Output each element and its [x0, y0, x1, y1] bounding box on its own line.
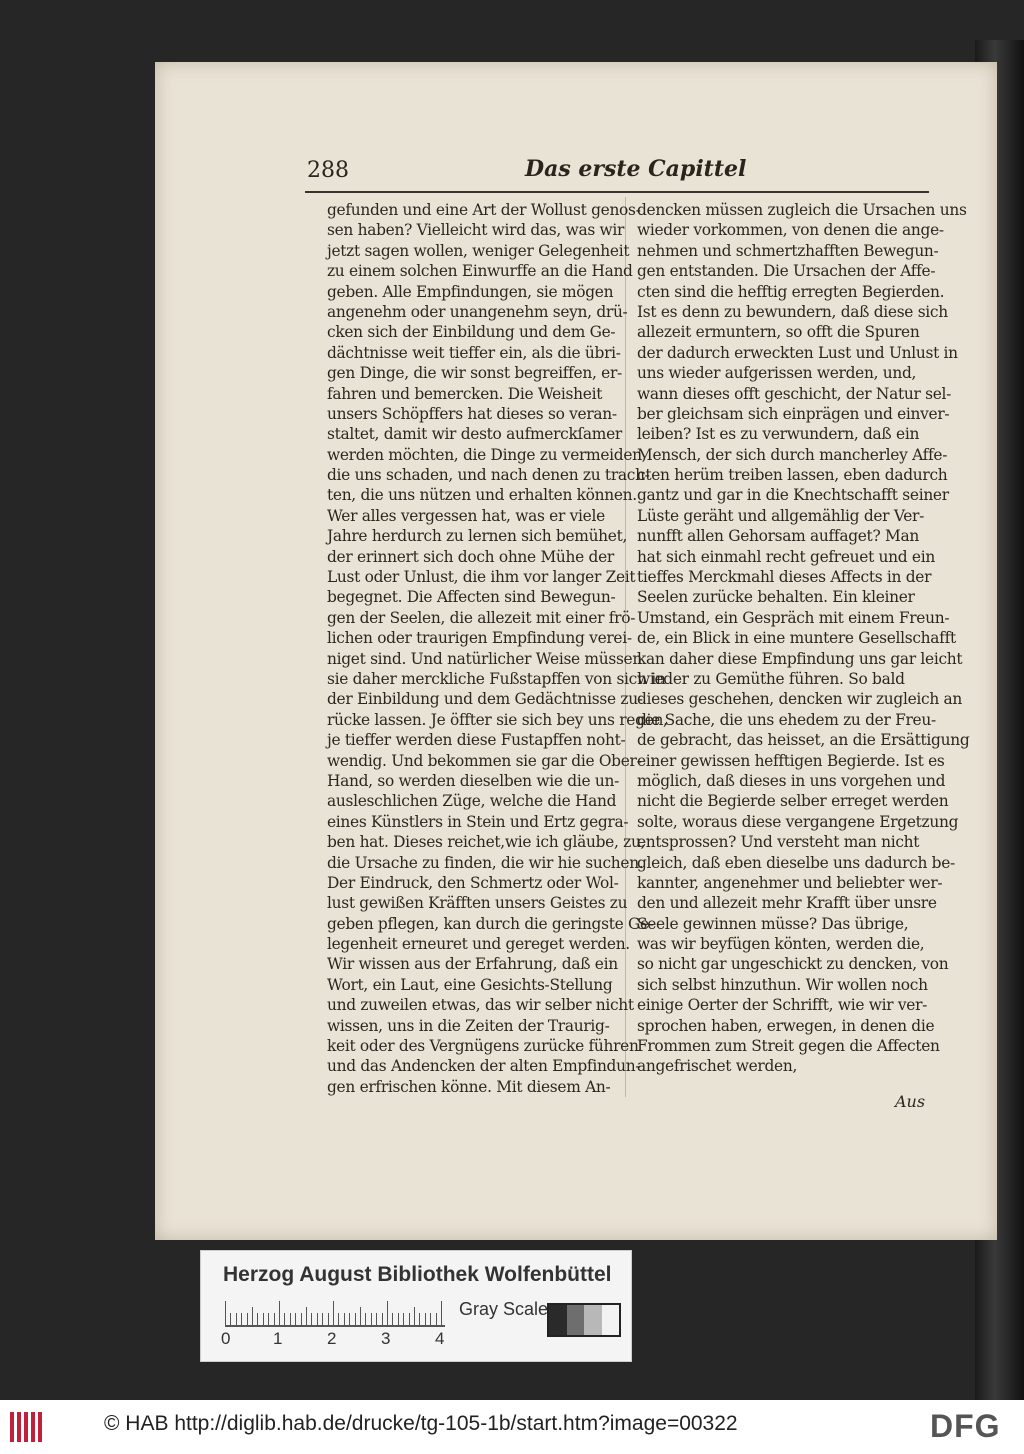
dfg-logo: DFG: [930, 1408, 1001, 1444]
text-line: die Sache, die uns ehedem zu der Freu-: [637, 710, 936, 729]
ruler-tick: [317, 1313, 318, 1325]
ruler-number: 2: [327, 1329, 337, 1348]
text-line: cten sind die hefftig erregten Begierden.: [637, 282, 945, 301]
text-line: uns wieder aufgerissen werden, und,: [637, 364, 917, 383]
text-line: der Einbildung und dem Gedächtnisse zu-: [327, 690, 643, 709]
ruler-tick: [306, 1307, 307, 1325]
text-line: de gebracht, das heisset, an die Ersättigung: [637, 731, 970, 750]
column-divider: [625, 197, 626, 1097]
logo-bar: [10, 1412, 14, 1442]
text-line: begegnet. Die Affecten sind Bewegun-: [327, 588, 616, 607]
ruler-tick: [268, 1313, 269, 1325]
text-line: gen entstanden. Die Ursachen der Affe-: [637, 262, 936, 281]
text-line: die Ursache zu finden, die wir hie suchen.: [327, 853, 644, 872]
right-column: [637, 200, 970, 1077]
text-line: Umstand, ein Gespräch mit einem Freun-: [637, 608, 950, 627]
text-line: wissen, uns in die Zeiten der Traurig-: [327, 1016, 610, 1035]
text-line: die uns schaden, und nach denen zu trach-: [327, 466, 650, 485]
ruler-tick: [338, 1313, 339, 1325]
text-line: geben. Alle Empfindungen, sie mögen: [327, 282, 614, 301]
ruler-number: 1: [273, 1329, 283, 1348]
text-line: Wer alles vergessen hat, was er viele: [327, 506, 605, 525]
ruler-number: 0: [221, 1329, 231, 1348]
gray-scale-label: Gray Scale: [459, 1299, 549, 1319]
text-line: allezeit ermuntern, so offt die Spuren: [637, 323, 920, 342]
logo-bar: [24, 1412, 28, 1442]
text-line: tieffes Merckmahl dieses Affects in der: [637, 568, 932, 587]
text-line: und das Andencken der alten Empfindun-: [327, 1057, 641, 1076]
text-line: Jahre herdurch zu lernen sich bemühet,: [327, 527, 628, 546]
text-line: sich selbst hinzuthun. Wir wollen noch: [637, 975, 928, 994]
text-line: cten herüm treiben lassen, eben dadurch: [637, 466, 948, 485]
text-line: lichen oder traurigen Empfindung verei-: [327, 629, 632, 648]
text-line: was wir beyfügen könten, werden die,: [637, 935, 925, 954]
text-line: leiben? Ist es zu verwundern, daß ein: [637, 425, 920, 444]
ruler-tick: [355, 1313, 356, 1325]
ruler-tick: [257, 1313, 258, 1325]
ruler-tick: [403, 1313, 404, 1325]
text-line: der erinnert sich doch ohne Mühe der: [327, 547, 614, 566]
text-line: nunfft allen Gehorsam auffaget? Man: [637, 527, 919, 546]
book-page: [155, 62, 997, 1240]
logo-bar: [38, 1412, 42, 1442]
text-line: zu einem solchen Einwurffe an die Hand: [327, 262, 633, 281]
ruler-tick: [301, 1313, 302, 1325]
running-head: Das erste Capittel: [525, 156, 747, 182]
text-line: ausleschlichen Züge, welche die Hand: [327, 792, 617, 811]
text-line: Seelen zurücke behalten. Ein kleiner: [637, 588, 915, 607]
gray-scale-swatch: [547, 1303, 621, 1337]
text-line: einige Oerter der Schrifft, wie wir ver-: [637, 996, 928, 1015]
text-line: geben pflegen, kan durch die geringste Ge-: [327, 914, 654, 933]
text-line: so nicht gar ungeschickt zu dencken, von: [637, 955, 949, 974]
ruler-tick: [328, 1313, 329, 1325]
gray-swatch: [584, 1305, 602, 1335]
library-label-card: [200, 1250, 632, 1362]
ruler-tick: [430, 1313, 431, 1325]
text-line: unsers Schöpffers hat dieses so veran-: [327, 404, 617, 423]
text-line: angefrischet werden,: [637, 1057, 798, 1076]
ruler-tick: [392, 1313, 393, 1325]
ruler-number: 4: [435, 1329, 445, 1348]
text-line: wendig. Und bekommen sie gar die Ober-: [327, 751, 642, 770]
text-line: Wir wissen aus der Erfahrung, daß ein: [327, 955, 618, 974]
text-line: Hand, so werden dieselben wie die un-: [327, 771, 619, 790]
text-line: dencken müssen zugleich die Ursachen uns: [637, 201, 967, 219]
text-line: staltet, damit wir desto aufmerckſamer: [327, 425, 622, 444]
text-line: keit oder des Vergnügens zurücke führen: [327, 1037, 639, 1056]
footer-bar: [0, 1400, 1024, 1454]
ruler-tick: [247, 1313, 248, 1325]
text-line: ten, die uns nützen und erhalten können.: [327, 486, 637, 505]
ruler-tick: [436, 1313, 437, 1325]
ruler-tick: [371, 1313, 372, 1325]
gray-swatch: [549, 1305, 567, 1335]
text-line: sie daher merckliche Fußstapffen von sich in: [327, 669, 666, 688]
text-line: der dadurch erweckten Lust und Unlust in: [637, 343, 958, 362]
text-line: wann dieses offt geschicht, der Natur sel-: [637, 384, 952, 403]
logo-bar: [17, 1412, 21, 1442]
text-line: werden möchten, die Dinge zu vermeiden,: [327, 445, 647, 464]
text-line: niget sind. Und natürlicher Weise müssen: [327, 649, 642, 668]
hab-logo-icon: [10, 1412, 44, 1442]
text-line: Seele gewinnen müsse? Das übrige,: [637, 914, 909, 933]
ruler-tick: [349, 1313, 350, 1325]
gray-swatch: [602, 1305, 620, 1335]
text-line: den und allezeit mehr Krafft über unsre: [637, 894, 937, 913]
text-line: gen erfrischen könne. Mit diesem An-: [327, 1077, 611, 1096]
ruler-tick: [387, 1301, 388, 1325]
text-line: Der Eindruck, den Schmertz oder Wol-: [327, 873, 619, 892]
text-line: kan daher diese Empfindung uns gar leicht: [637, 649, 963, 668]
text-line: cken sich der Einbildung und dem Ge-: [327, 323, 616, 342]
text-line: Ist es denn zu bewundern, daß diese sich: [637, 302, 948, 321]
ruler-tick: [295, 1313, 296, 1325]
text-line: legenheit erneuret und gereget werden.: [327, 935, 630, 954]
text-line: gefunden und eine Art der Wollust genos-: [327, 201, 641, 219]
text-line: ber gleichsam sich einprägen und einver-: [637, 404, 950, 423]
ruler-tick: [230, 1313, 231, 1325]
ruler-tick: [409, 1313, 410, 1325]
text-line: solte, woraus diese vergangene Ergetzung: [637, 812, 959, 831]
text-line: de, ein Blick in eine muntere Gesellschafft: [637, 629, 956, 648]
text-line: wieder vorkommen, von denen die ange-: [637, 221, 944, 240]
ruler-tick: [263, 1313, 264, 1325]
text-line: gen Dinge, die wir sonst begreiffen, er-: [327, 364, 622, 383]
text-line: wieder zu Gemüthe führen. So bald: [637, 669, 905, 688]
ruler-tick: [365, 1313, 366, 1325]
ruler-tick: [414, 1307, 415, 1325]
ruler-number: 3: [381, 1329, 391, 1348]
ruler-tick: [274, 1313, 275, 1325]
ruler-numbers: [221, 1329, 461, 1353]
text-line: Lüste geräht und allgemählig der Ver-: [637, 506, 924, 525]
ruler-tick: [441, 1301, 442, 1325]
text-line: nehmen und schmertzhafften Bewegun-: [637, 241, 939, 260]
text-line: jetzt sagen wollen, weniger Gelegenheit: [327, 241, 630, 260]
text-line: gantz und gar in die Knechtschafft seiner: [637, 486, 949, 505]
text-line: je tieffer werden diese Fustapffen noht-: [327, 731, 626, 750]
ruler-tick: [360, 1307, 361, 1325]
measurement-ruler: [225, 1299, 445, 1327]
text-line: rücke lassen. Je öffter sie sich bey uns regen,: [327, 710, 668, 729]
text-line: möglich, daß dieses in uns vorgehen und: [637, 771, 946, 790]
logo-bar: [31, 1412, 35, 1442]
text-line: Mensch, der sich durch mancherley Affe-: [637, 445, 948, 464]
text-line: Frommen zum Streit gegen die Affecten: [637, 1037, 940, 1056]
text-line: gen der Seelen, die allezeit mit einer frö-: [327, 608, 636, 627]
text-line: kannter, angenehmer und beliebter wer-: [637, 873, 943, 892]
ruler-tick: [382, 1313, 383, 1325]
library-name: Herzog August Bibliothek Wolfenbüttel: [223, 1263, 612, 1286]
header-rule: [305, 191, 929, 193]
ruler-tick: [311, 1313, 312, 1325]
gray-swatch: [567, 1305, 585, 1335]
text-line: Lust oder Unlust, die ihm vor langer Zeit: [327, 568, 636, 587]
text-line: gleich, daß eben dieselbe uns dadurch be-: [637, 853, 955, 872]
ruler-tick: [284, 1313, 285, 1325]
page-number: 288: [307, 158, 349, 183]
ruler-tick: [279, 1301, 280, 1325]
ruler-tick: [344, 1313, 345, 1325]
text-line: dieses geschehen, dencken wir zugleich an: [637, 690, 963, 709]
catchword: Aus: [895, 1092, 926, 1111]
ruler-tick: [333, 1301, 334, 1325]
text-line: ben hat. Dieses reichet,wie ich gläube, zu,: [327, 833, 646, 852]
text-line: Wort, ein Laut, eine Gesichts-Stellung: [327, 975, 613, 994]
ruler-tick: [236, 1313, 237, 1325]
text-line: angenehm oder unangenehm seyn, drü-: [327, 302, 628, 321]
ruler-tick: [398, 1313, 399, 1325]
ruler-tick: [252, 1307, 253, 1325]
text-line: hat sich einmahl recht gefreuet und ein: [637, 547, 935, 566]
text-line: sprochen haben, erwegen, in denen die: [637, 1016, 935, 1035]
footer-credit-link[interactable]: © HAB http://diglib.hab.de/drucke/tg-105-1b/start.htm?image=00322: [104, 1412, 738, 1435]
ruler-tick: [425, 1313, 426, 1325]
ruler-tick: [376, 1313, 377, 1325]
ruler-tick: [290, 1313, 291, 1325]
text-line: entsprossen? Und versteht man nicht: [637, 833, 920, 852]
text-line: dächtnisse weit tieffer ein, als die übri-: [327, 343, 621, 362]
text-line: lust gewißen Kräfften unsers Geistes zu: [327, 894, 628, 913]
text-line: fahren und bemercken. Die Weisheit: [327, 384, 603, 403]
text-line: sen haben? Vielleicht wird das, was wir: [327, 221, 625, 240]
text-line: nicht die Begierde selber erreget werden: [637, 792, 949, 811]
ruler-tick: [322, 1313, 323, 1325]
text-line: eines Künstlers in Stein und Ertz gegra-: [327, 812, 629, 831]
text-line: und zuweilen etwas, das wir selber nicht: [327, 996, 634, 1015]
text-line: einer gewissen hefftigen Begierde. Ist es: [637, 751, 945, 770]
ruler-tick: [225, 1301, 226, 1325]
left-column: [327, 200, 668, 1097]
ruler-tick: [419, 1313, 420, 1325]
ruler-tick: [241, 1313, 242, 1325]
